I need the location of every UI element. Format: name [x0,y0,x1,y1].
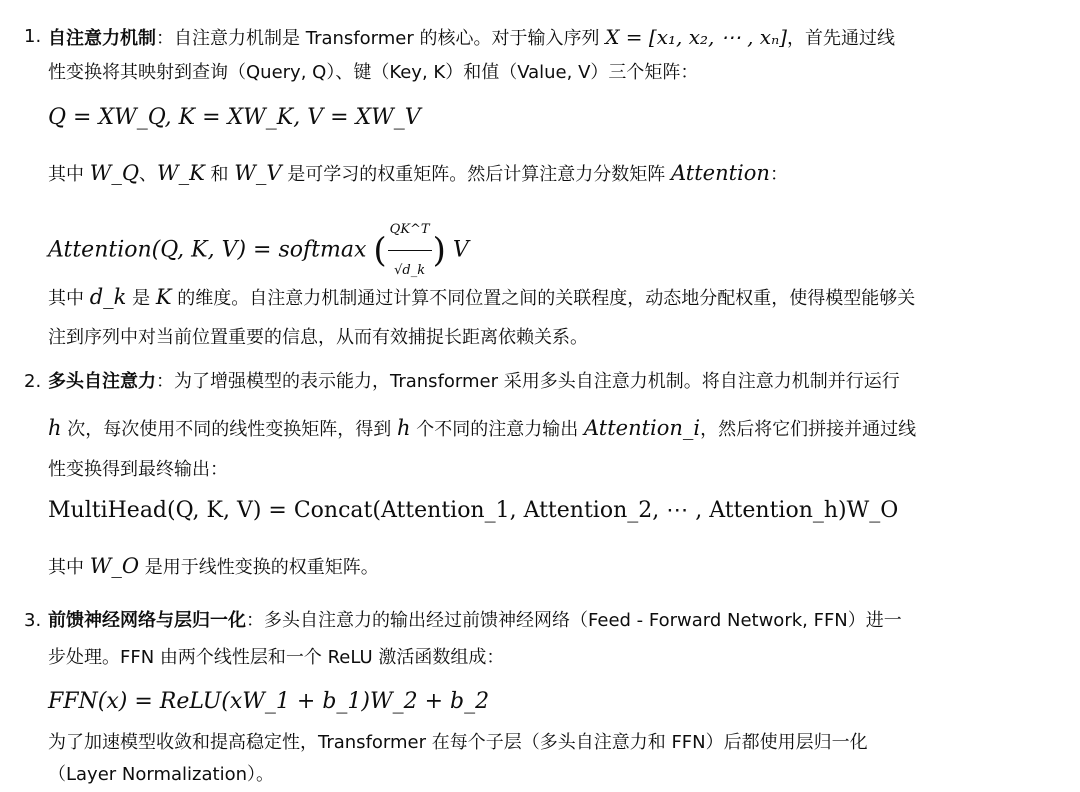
equation-lhs: Attention(Q, K, V) = softmax [48,237,367,263]
text: 个不同的注意力输出 [410,419,584,440]
math-inline: Attention_i [583,416,701,440]
item1-line3 [48,156,788,192]
math-inline: W_Q [89,161,140,185]
text: ：自注意力机制是 Transformer 的核心。对于输入序列 [156,28,606,49]
math-inline: h [396,416,411,440]
text: 是用于线性变换的权重矩阵。 [139,557,379,578]
fraction [388,210,432,291]
math-inline: W_O [89,554,140,578]
item-title: 自注意力机制 [48,28,156,49]
item2-line2 [48,411,916,447]
paren-right: ) [432,230,446,271]
text: 其中 [48,288,90,309]
item1-line1 [48,20,895,56]
item3-line3: 为了加速模型收敛和提高稳定性，Transformer 在每个子层（多头自注意力和 FFN）后都使用层归一化 [48,732,868,753]
item1-line2: 性变换将其映射到查询（Query, Q）、键（Key, K）和值（Value, V）三个矩阵： [48,62,699,83]
math-inline: d_k [89,285,127,309]
text: ，首先通过线 [786,28,895,49]
fraction-denominator: √d_k [394,263,426,278]
item-title: 前馈神经网络与层归一化 [48,610,246,631]
item3-line2: 步处理。FFN 由两个线性层和一个 ReLU 激活函数组成： [48,647,505,668]
math-inline: X = [x₁, x₂, ⋯ , xₙ] [605,25,787,49]
equation-qkv: Q = XW_Q, K = XW_K, V = XW_V [48,105,421,130]
math-inline: W_V [234,161,282,185]
item3-line1 [48,604,902,638]
text: 、 [139,164,158,185]
item2-line4 [48,549,379,585]
item-title: 多头自注意力 [48,371,156,392]
item1-line5: 注到序列中对当前位置重要的信息，从而有效捕捉长距离依赖关系。 [48,327,588,348]
text: 其中 [48,557,90,578]
text: ：多头自注意力的输出经过前馈神经网络（Feed - Forward Network, FFN）进一 [246,610,902,631]
list-number: 2. [24,371,42,392]
item3-line4: （Layer Normalization）。 [48,764,274,785]
text: 其中 [48,164,90,185]
text: 的维度。自注意力机制通过计算不同位置之间的关联程度，动态地分配权重，使得模型能够关 [171,288,916,309]
math-inline: W_K [157,161,205,185]
item2-line1 [48,365,900,399]
text: 和 [204,164,235,185]
paren-left: ( [373,230,387,271]
list-number: 3. [24,610,42,631]
fraction-numerator: QK^T [388,210,432,251]
math-inline: Attention [670,161,770,185]
text: ，然后将它们拼接并通过线 [700,419,917,440]
text: ：为了增强模型的表示能力，Transformer 采用多头自注意力机制。将自注意力机制并行运行 [156,371,900,392]
text: 次，每次使用不同的线性变换矩阵，得到 [61,419,397,440]
math-inline: h [48,416,62,440]
equation-multihead: MultiHead(Q, K, V) = Concat(Attention_1, Attention_2, ⋯ , Attention_h)W_O [48,498,899,523]
math-inline: K [155,285,172,309]
equation-attention [48,210,469,291]
item2-line3: 性变换得到最终输出： [48,459,228,480]
equation-rhs: V [452,237,469,263]
item1-line4 [48,280,915,316]
text: 是可学习的权重矩阵。然后计算注意力分数矩阵 [281,164,671,185]
text: 是 [126,288,156,309]
list-number: 1. [24,26,42,47]
text: ： [769,164,788,185]
equation-ffn: FFN(x) = ReLU(xW_1 + b_1)W_2 + b_2 [48,689,490,714]
